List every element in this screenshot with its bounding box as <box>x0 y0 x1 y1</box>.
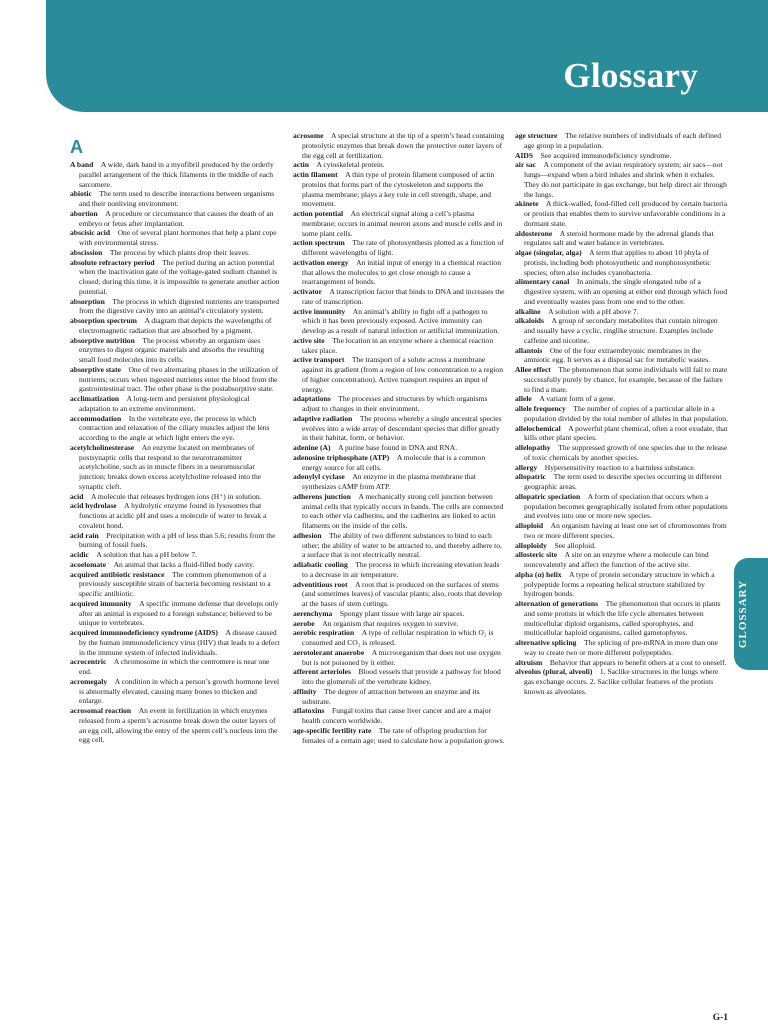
glossary-term: active immunity <box>293 306 346 316</box>
glossary-term: activation energy <box>293 257 349 267</box>
glossary-term: allopatric speciation <box>515 491 581 501</box>
glossary-entry <box>515 521 728 541</box>
glossary-definition: A variant form of a gene. <box>539 394 616 404</box>
glossary-entry <box>70 414 282 443</box>
glossary-definition: A cytoskeletal protein. <box>316 160 385 170</box>
glossary-entry <box>70 560 282 570</box>
glossary-entry <box>70 209 282 229</box>
glossary-term: affinity <box>293 686 317 696</box>
glossary-entry <box>515 316 728 345</box>
glossary-definition: One of the four extraembryonic membranes in the amniotic egg. It serves as a disposal sac for metabolic wastes. <box>524 345 711 365</box>
glossary-term: allantois <box>515 345 543 355</box>
glossary-definition: Fungal toxins that cause liver cancer and are a major health concern worldwide. <box>302 706 492 725</box>
glossary-definition: A disease caused by the human immunodeficiency virus (HIV) that leads to a defect in the immune system of infected individuals. <box>79 628 280 657</box>
glossary-entry <box>293 443 505 453</box>
glossary-term: aerotolerant anaerobe <box>293 647 365 657</box>
glossary-entry <box>515 199 728 228</box>
glossary-term: acrosomal reaction <box>70 706 132 715</box>
glossary-definition: The phenomenon that occurs in plants and some protists in which the life cycle alternates between multicellular diploid organisms, called sporophytes, and multicellular haploid organisms, called gametophytes. <box>524 599 721 638</box>
glossary-term: action spectrum <box>293 238 345 248</box>
glossary-term: absorption <box>70 296 105 306</box>
header-banner <box>46 0 768 112</box>
glossary-definition: The process by which plants drop their leaves. <box>109 247 250 257</box>
glossary-term: adventitious root <box>293 579 348 589</box>
glossary-entry <box>293 619 505 629</box>
glossary-term: allosteric site <box>515 550 558 560</box>
glossary-term: A band <box>70 160 94 169</box>
glossary-definition: The location in an enzyme where a chemical reaction takes place. <box>302 335 494 355</box>
glossary-term: adhesion <box>293 530 322 540</box>
glossary-entry <box>515 404 728 424</box>
glossary-entry <box>70 248 282 258</box>
glossary-definition: An animal that lacks a fluid-filled body cavity. <box>113 559 255 569</box>
glossary-entry <box>293 170 505 209</box>
glossary-definition: A thick-walled, food-filled cell produced by certain bacteria or protists that enables them to survive unfavorable conditions in a dormant state. <box>524 199 728 228</box>
glossary-term: aerobe <box>293 618 315 628</box>
glossary-definition: A molecule that is a common energy source for all cells. <box>302 452 486 472</box>
glossary-definition: The transport of a solute across a membrane against its gradient (from a region of low concentration to a region of higher concentration). Active transport requires an input of energy. <box>302 355 503 394</box>
glossary-entry <box>515 229 728 249</box>
glossary-entry <box>293 687 505 707</box>
glossary-term: active site <box>293 335 325 345</box>
glossary-definition: An organism that requires oxygen to survive. <box>322 618 459 628</box>
glossary-term: acidic <box>70 550 89 559</box>
glossary-entry <box>70 599 282 628</box>
glossary-entry <box>70 228 282 248</box>
glossary-definition: The processes and structures by which organisms adjust to changes in their environment. <box>302 394 488 413</box>
glossary-term: active transport <box>293 355 345 365</box>
glossary-term: afferent arterioles <box>293 667 351 677</box>
glossary-definition: See acquired immunodeficiency syndrome. <box>540 150 672 160</box>
glossary-definition: A solution with a pH above 7. <box>548 306 639 316</box>
glossary-entry <box>515 472 728 492</box>
glossary-term: absorptive state <box>70 364 121 374</box>
glossary-entry <box>515 443 728 463</box>
glossary-entry <box>293 609 505 619</box>
glossary-definition: A microorganism that does not use oxygen but is not poisoned by it either. <box>302 647 501 667</box>
glossary-definition: The process whereby a single ancestral species evolves into a wide array of descendant species that differ greatly in their habitat, form, or behavior. <box>302 413 502 443</box>
glossary-term: age structure <box>515 131 558 140</box>
glossary-term: allopatric <box>515 472 547 482</box>
glossary-definition: The process in which increasing elevation leads to a decrease in air temperature. <box>302 560 500 579</box>
glossary-definition: The rate of photosynthesis plotted as a function of different wavelengths of light. <box>302 238 504 257</box>
glossary-definition: A type of protein secondary structure in which a polypeptide forms a repeating helical structure stabilized by hydrogen bonds. <box>524 569 715 599</box>
glossary-entry <box>515 131 728 151</box>
glossary-definition: A diagram that depicts the wavelengths of electromagnetic radiation that are absorbed by a pigment. <box>79 316 272 335</box>
glossary-term: action potential <box>293 209 344 218</box>
glossary-definition: See alloploid. <box>554 540 596 550</box>
glossary-definition: A chromosome in which the centromere is near one end. <box>79 657 270 676</box>
glossary-term: acrosome <box>293 131 324 140</box>
glossary-term: abortion <box>70 208 98 218</box>
glossary-term: acquired antibiotic resistance <box>70 569 165 579</box>
glossary-definition: A root that is produced on the surfaces of stems (and sometimes leaves) of vascular plants; also, roots that develop at the bases of stem cuttings. <box>302 579 502 608</box>
glossary-term: allele <box>515 394 532 404</box>
glossary-definition: A thin type of protein filament composed of actin proteins that forms part of the cytoskeleton and supports the plasma membrane; plays a key role in cell strength, shape, and movement. <box>302 170 495 209</box>
glossary-term: abiotic <box>70 189 92 199</box>
glossary-definition: The ability of two different substances to bind to each other; the ability of water to be attracted to, and thereby adhere to, a surface that is not electrically neutral. <box>302 530 502 560</box>
glossary-term: alveolus (plural, alveoli) <box>515 667 593 677</box>
glossary-entry <box>515 658 728 668</box>
glossary-entry <box>70 570 282 599</box>
glossary-entry <box>293 472 505 492</box>
glossary-entry <box>293 492 505 531</box>
glossary-definition: A wide, dark band in a myofibril produced by the orderly parallel arrangement of the thick filaments in the middle of each sarcomere. <box>79 160 274 189</box>
glossary-definition: The process in which digested nutrients are transported from the digestive cavity into an animal’s circulatory system. <box>79 296 279 316</box>
glossary-entry <box>70 160 282 189</box>
glossary-term: allelochemical <box>515 423 561 433</box>
glossary-term: allelopathy <box>515 443 551 452</box>
glossary-definition: The rate of offspring production for females of a certain age; used to calculate how a population grows. <box>302 725 505 745</box>
glossary-entry <box>70 394 282 414</box>
glossary-definition: A type of cellular respiration in which O₂ is consumed and CO₂ is released. <box>302 628 494 647</box>
glossary-entry <box>293 726 505 746</box>
page-title: Glossary <box>563 56 698 95</box>
glossary-entry <box>293 209 505 238</box>
glossary-entry <box>293 238 505 258</box>
glossary-term: alkaloids <box>515 316 544 326</box>
glossary-entry <box>515 541 728 551</box>
glossary-entry <box>70 258 282 297</box>
glossary-entry <box>515 667 728 696</box>
glossary-definition: The period during an action potential when the inactivation gate of the voltage-gated sodium channel is closed; during this time, it is impossible to generate another action potential. <box>79 257 280 296</box>
glossary-definition: Hypersensitivity reaction to a harmless substance. <box>544 462 696 472</box>
glossary-entry <box>70 297 282 317</box>
glossary-definition: A powerful plant chemical, often a root exudate, that kills other plant species. <box>524 423 728 443</box>
glossary-term: adherens junction <box>293 491 351 501</box>
glossary-term: accommodation <box>70 413 122 423</box>
glossary-term: allele frequency <box>515 404 566 413</box>
glossary-definition: A special structure at the tip of a sperm’s head containing proteolytic enzymes that break down the protective outer layers of the egg cell at fertilization. <box>302 131 505 160</box>
glossary-term: acromegaly <box>70 676 108 686</box>
glossary-definition: A specific immune defense that develops only after an animal is exposed to a foreign substance; believed to be unique to vertebrates. <box>79 598 279 628</box>
glossary-term: Allee effect <box>515 365 551 374</box>
glossary-definition: One of several plant hormones that help a plant cope with environmental stress. <box>79 228 277 247</box>
glossary-entry <box>515 151 728 161</box>
glossary-term: adenine (A) <box>293 443 331 452</box>
glossary-term: adenylyl cyclase <box>293 472 345 482</box>
glossary-definition: A site on an enzyme where a molecule can bind noncovalently and affect the function of the active site. <box>524 550 709 569</box>
glossary-definition: Spongy plant tissue with large air spaces. <box>339 608 465 618</box>
glossary-entry <box>515 638 728 658</box>
glossary-term: altruism <box>515 657 543 667</box>
glossary-definition: The relative numbers of individuals of each defined age group in a population. <box>524 131 722 150</box>
glossary-term: akinete <box>515 199 539 209</box>
section-letter: A <box>70 137 83 157</box>
glossary-entry <box>515 346 728 366</box>
glossary-definition: One of two alternating phases in the utilization of nutrients; occurs when ingested nutrients enter the blood from the gastrointestinal tract. The other phase is the postabsorptive state. <box>79 364 279 394</box>
glossary-definition: Behavior that appears to benefit others at a cost to oneself. <box>549 657 727 667</box>
glossary-definition: The number of copies of a particular allele in a population divided by the total number of alleles in that population. <box>524 404 728 423</box>
glossary-term: acrocentric <box>70 657 107 667</box>
glossary-definition: A procedure or circumstance that causes the death of an embryo or fetus after implantation. <box>79 208 274 228</box>
glossary-definition: The phenomenon that some individuals will fail to mate successfully purely by chance, for example, because of the failure to find a mate. <box>524 365 728 394</box>
section-tab <box>734 558 768 670</box>
glossary-entry <box>293 131 505 160</box>
glossary-entry <box>515 394 728 404</box>
glossary-definition: The splicing of pre-mRNA in more than one way to create two or more different polypeptides. <box>524 638 718 657</box>
glossary-entry <box>70 531 282 551</box>
glossary-entry <box>293 336 505 356</box>
glossary-column-2 <box>293 131 505 745</box>
glossary-term: adenosine triphosphate (ATP) <box>293 452 390 462</box>
glossary-definition: A solution that has a pH below 7. <box>96 550 198 559</box>
glossary-entry <box>515 463 728 473</box>
glossary-term: algae (singular, alga) <box>515 248 582 257</box>
glossary-definition: An enzyme located on membranes of postsynaptic cells that respond to the neurotransmitter acetylcholine, such as in muscle fibers in a neuromuscular junction; breaks down excess acetylcholine released into the synaptic cleft. <box>79 442 262 491</box>
glossary-entry <box>293 580 505 609</box>
glossary-term: air sac <box>515 160 537 170</box>
glossary-entry <box>70 365 282 394</box>
glossary-entry <box>293 287 505 307</box>
glossary-definition: A component of the avian respiratory system; air sacs—not lungs—expand when a bird inhales and shrink when it exhales. They do not participate in gas exchange, but help direct air through the lungs. <box>524 160 727 199</box>
glossary-definition: A group of secondary metabolites that contain nitrogen and usually have a cyclic, ringlike structure. Examples include caffeine and nicotine. <box>524 316 718 345</box>
glossary-column-1 <box>70 131 282 745</box>
page-number: G-1 <box>712 1013 728 1023</box>
section-tab-label: GLOSSARY <box>737 579 749 649</box>
glossary-term: abscission <box>70 247 103 257</box>
glossary-entry <box>70 628 282 657</box>
glossary-term: age-specific fertility rate <box>293 725 372 735</box>
glossary-entry <box>293 258 505 287</box>
glossary-definition: 1. Saclike structures in the lungs where gas exchange occurs. 2. Saclike cellular features of the protists known as alveolates. <box>524 667 719 696</box>
glossary-definition: In the vertebrate eye, the process in which contraction and relaxation of the ciliary muscles adjust the lens according to the angle at which light enters the eye. <box>79 413 270 442</box>
glossary-term: absorptive nutrition <box>70 335 135 345</box>
glossary-term: actin filament <box>293 170 338 179</box>
glossary-entry <box>515 277 728 306</box>
glossary-entry <box>293 560 505 580</box>
glossary-definition: Blood vessels that provide a pathway for blood into the glomeruli of the vertebrate kidney. <box>302 667 501 686</box>
glossary-term: aerobic respiration <box>293 628 355 638</box>
glossary-entry <box>70 336 282 365</box>
glossary-entry <box>293 307 505 336</box>
glossary-term: absorption spectrum <box>70 316 137 325</box>
glossary-definition: An animal’s ability to fight off a pathogen to which it has been previously exposed. Active immunity can develop as a result of natural infection or artificial immunization. <box>302 306 499 335</box>
glossary-definition: The term used to describe species occurring in different geographic areas. <box>524 472 722 491</box>
glossary-term: allergy <box>515 462 538 472</box>
glossary-definition: The degree of attraction between an enzyme and its substrate. <box>302 686 480 706</box>
glossary-entry <box>70 316 282 336</box>
glossary-entry <box>515 248 728 277</box>
glossary-definition: A transcription factor that binds to DNA and increases the rate of transcription. <box>302 287 505 306</box>
glossary-term: alternation of generations <box>515 599 599 608</box>
glossary-term: acoelomate <box>70 559 107 569</box>
glossary-term: alloploid <box>515 521 544 530</box>
glossary-term: aldosterone <box>515 228 553 238</box>
glossary-definition: A mechanically strong cell junction between animal cells that typically occurs in bands. The cells are connected to each other via cadherins, and the cadherins are linked to actin filaments on the inside of the cells. <box>302 491 504 530</box>
glossary-term: alpha (α) helix <box>515 569 562 579</box>
glossary-term: AIDS <box>515 150 534 160</box>
glossary-term: adaptations <box>293 394 331 404</box>
glossary-definition: A steroid hormone made by the adrenal glands that regulates salt and water balance in vertebrates. <box>524 228 714 248</box>
glossary-entry <box>515 307 728 317</box>
glossary-definition: Precipitation with a pH of less than 5.6; results from the burning of fossil fuels. <box>79 530 276 550</box>
glossary-definition: In animals, the single elongated tube of a digestive system, with an opening at either end through which food and eventually wastes pass from one end to the other. <box>524 277 728 306</box>
glossary-term: acquired immunodeficiency syndrome (AIDS) <box>70 628 218 637</box>
glossary-term: abscisic acid <box>70 228 111 238</box>
glossary-term: acclimatization <box>70 394 120 403</box>
glossary-entry <box>293 355 505 394</box>
glossary-entry <box>515 160 728 199</box>
glossary-term: acid hydrolase <box>70 501 117 511</box>
glossary-term: aflatoxins <box>293 706 325 716</box>
glossary-term: aerenchyma <box>293 608 333 618</box>
glossary-term: activator <box>293 287 322 296</box>
glossary-definition: The term used to describe interactions between organisms and their nonliving environment. <box>79 189 275 208</box>
glossary-term: acquired immunity <box>70 598 132 608</box>
glossary-entry <box>293 648 505 668</box>
glossary-entry <box>515 570 728 599</box>
glossary-definition: An enzyme in the plasma membrane that synthesizes cAMP from ATP. <box>302 472 476 491</box>
glossary-term: alternative splicing <box>515 638 577 647</box>
glossary-definition: A molecule that releases hydrogen ions (H⁺) in solution. <box>90 491 262 501</box>
glossary-entry <box>293 453 505 473</box>
glossary-entry <box>293 667 505 687</box>
glossary-entry <box>515 365 728 394</box>
glossary-definition: An initial input of energy in a chemical reaction that allows the molecules to get close enough to cause a rearrangement of bonds. <box>302 257 501 287</box>
glossary-entry <box>293 414 505 443</box>
glossary-term: adaptive radiation <box>293 413 353 423</box>
glossary-term: absolute refractory period <box>70 257 155 267</box>
glossary-entry <box>515 550 728 570</box>
glossary-term: alloploidy <box>515 540 547 550</box>
glossary-entry <box>70 657 282 677</box>
glossary-entry <box>515 599 728 638</box>
glossary-definition: A form of speciation that occurs when a population becomes geographically isolated from other populations and evolves into one or more new species. <box>524 491 728 521</box>
glossary-definition: The process whereby an organism uses enzymes to digest organic materials and absorbs the resulting small food molecules into its cells. <box>79 335 265 364</box>
glossary-entry <box>515 424 728 444</box>
glossary-definition: An electrical signal along a cell’s plasma membrane; occurs in animal neuron axons and muscle cells and in some plant cells. <box>302 209 503 238</box>
glossary-entry <box>293 394 505 414</box>
glossary-term: acid rain <box>70 530 99 540</box>
glossary-entry <box>70 443 282 492</box>
glossary-entry <box>70 706 282 745</box>
glossary-term: adiabatic cooling <box>293 560 348 569</box>
glossary-term: actin <box>293 160 309 170</box>
glossary-definition: An organism having at least one set of chromosomes from two or more different species. <box>524 521 727 540</box>
glossary-definition: A term that applies to about 10 phyla of protists, including both photosynthetic and nonphotosynthetic species; often also includes cyanobacteria. <box>524 248 711 277</box>
glossary-entry <box>70 677 282 706</box>
glossary-definition: A long-term and persistent physiological adaptation to an extreme environment. <box>79 394 250 413</box>
glossary-column-3 <box>515 131 728 697</box>
glossary-entry <box>293 160 505 170</box>
glossary-entry <box>70 550 282 560</box>
glossary-entry <box>293 628 505 648</box>
glossary-entry <box>293 706 505 726</box>
glossary-definition: A purine base found in DNA and RNA. <box>338 443 458 452</box>
glossary-term: acid <box>70 491 84 501</box>
glossary-entry <box>70 189 282 209</box>
glossary-entry <box>293 531 505 560</box>
glossary-term: acetylcholinesterase <box>70 442 135 452</box>
glossary-entry <box>70 501 282 530</box>
glossary-entry <box>515 492 728 521</box>
glossary-definition: A condition in which a person’s growth hormone level is abnormally elevated, causing many bones to thicken and enlarge. <box>79 676 280 706</box>
glossary-term: alimentary canal <box>515 277 570 287</box>
glossary-entry <box>70 492 282 502</box>
glossary-definition: The suppressed growth of one species due to the release of toxic chemicals by another species. <box>524 443 728 462</box>
glossary-definition: The common phenomenon of a previously susceptible strain of bacteria becoming resistant to a specific antibiotic. <box>79 569 271 598</box>
glossary-term: alkaline <box>515 306 541 316</box>
glossary-definition: A hydrolytic enzyme found in lysosomes that functions at acidic pH and uses a molecule of water to break a covalent bond. <box>79 501 267 530</box>
glossary-definition: An event in fertilization in which enzymes released from a sperm’s acrosome break down the outer layers of an egg cell, allowing the entry of the sperm cell’s nucleus into the egg cell. <box>79 706 278 745</box>
